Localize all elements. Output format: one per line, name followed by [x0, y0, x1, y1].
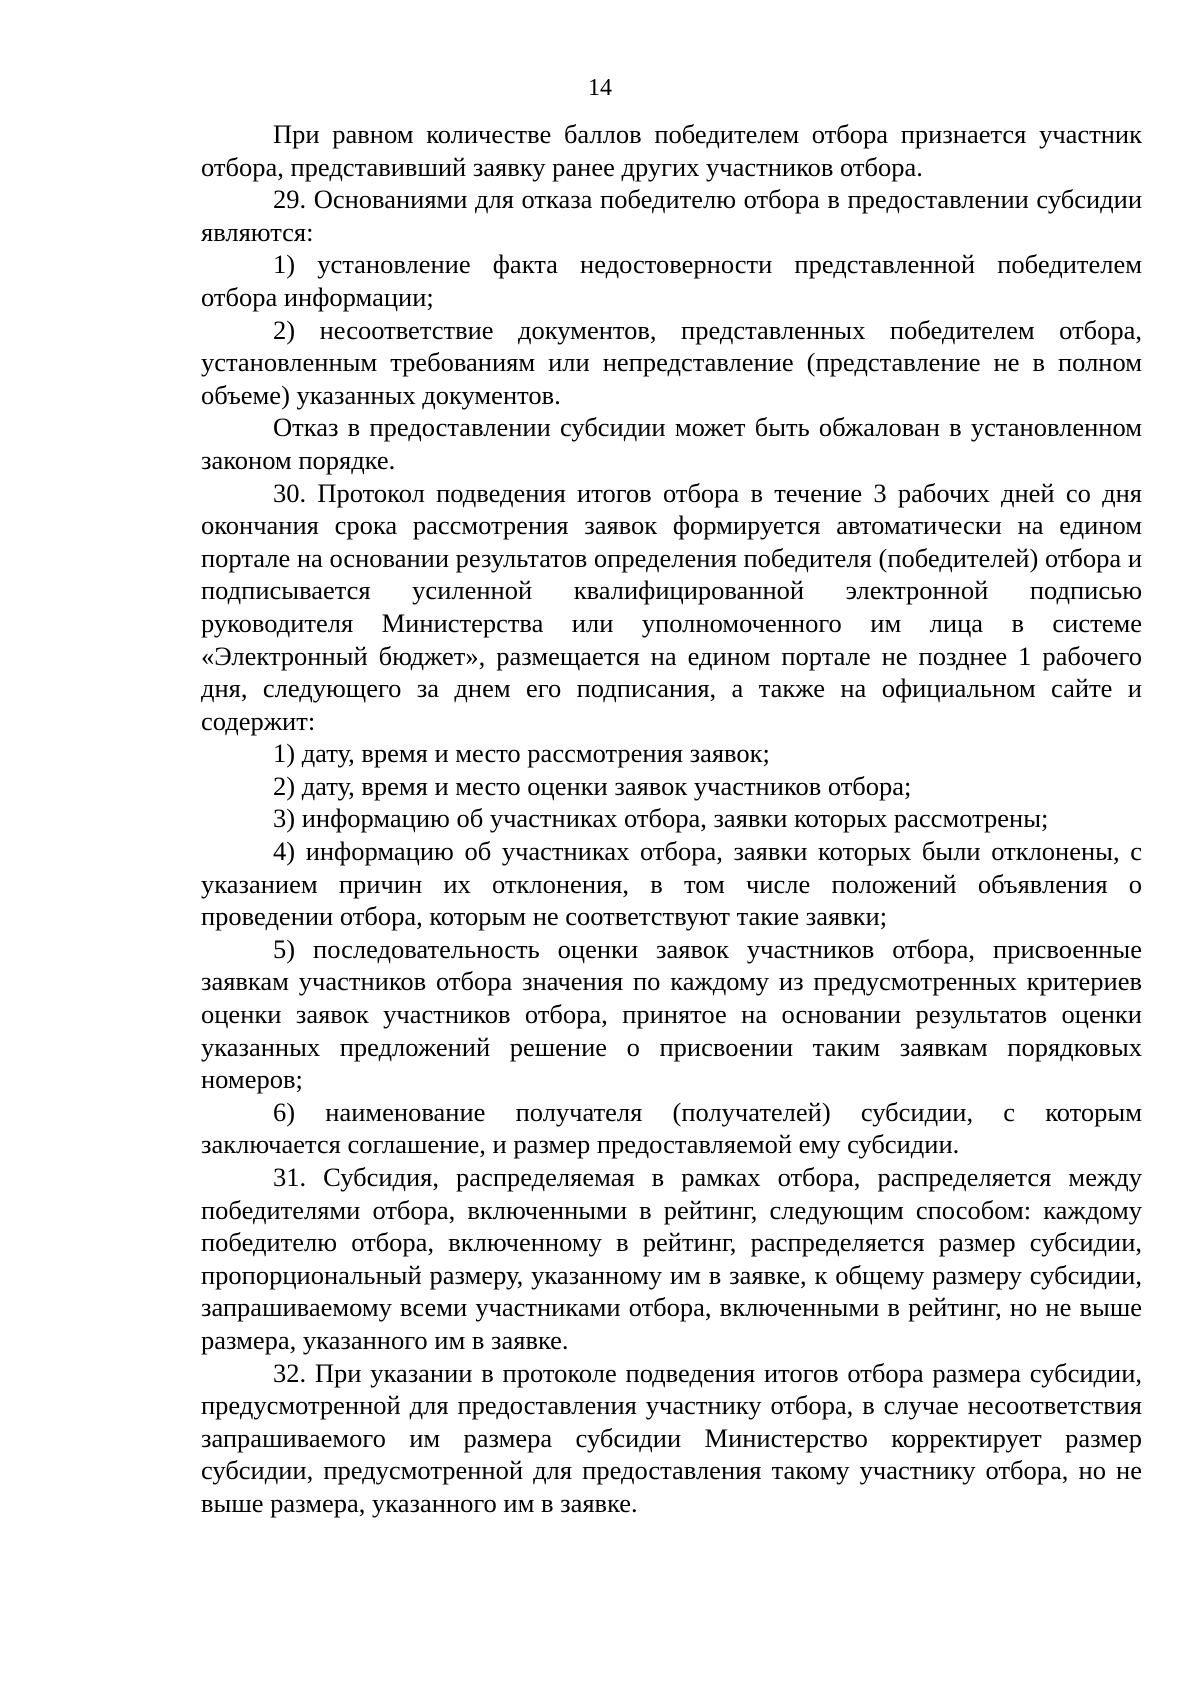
- paragraph-30-item-3: 3) информацию об участниках отбора, заявки которых рассмотрены;: [273, 803, 1049, 834]
- paragraph-30-item-5: 5) последовательность оценки заявок участников отбора, присвоенные заявкам участников отбора значения по каждому из предусмотренных критериев оценки заявок участников отбора, принятое на основании результатов оценки указанных предложений решение о присвоении таким заявкам порядковых номеров;: [201, 933, 1142, 1095]
- paragraph-32: 32. При указании в протоколе подведения итогов отбора размера субсидии, предусмотренной для предоставления участнику отбора, в случае несоответствия запрашиваемого им размера субсидии Министерство корректирует размер субсидии, предусмотренной для предоставления такому участнику отбора, но не выше размера, указанного им в заявке.: [201, 1357, 1142, 1518]
- page-number: 14: [588, 75, 612, 101]
- paragraph-29-item-1: 1) установление факта недостоверности представленной победителем отбора информации;: [201, 249, 1142, 312]
- paragraph-30-item-1: 1) дату, время и место рассмотрения заявок;: [273, 738, 770, 769]
- paragraph-29: 29. Основаниями для отказа победителю отбора в предоставлении субсидии являются:: [201, 184, 1142, 247]
- paragraph-appeal: Отказ в предоставлении субсидии может быть обжалован в установленном законом порядке.: [201, 412, 1142, 475]
- document-body: [201, 118, 1142, 1520]
- paragraph-30-item-6: 6) наименование получателя (получателей) субсидии, с которым заключается соглашение, и размер предоставляемой ему субсидии.: [201, 1096, 1142, 1160]
- paragraph-29-item-2: 2) несоответствие документов, представленных победителем отбора, установленным требованиям или непредставление (представление не в полном объеме) указанных документов.: [201, 314, 1142, 410]
- paragraph-30: 30. Протокол подведения итогов отбора в течение 3 рабочих дней со дня окончания срока рассмотрения заявок формируется автоматически на едином портале на основании результатов определения победителя (победителей) отбора и подписывается усиленной квалифицированной электронной подписью руководителя Министерства или уполномоченного им лица в системе «Электронный бюджет», размещается на едином портале не позднее 1 рабочего дня, следующего за днем его подписания, а также на официальном сайте и содержит:: [201, 477, 1142, 736]
- paragraph-30-item-2: 2) дату, время и место оценки заявок участников отбора;: [273, 770, 912, 801]
- paragraph-tie-rule: При равном количестве баллов победителем отбора признается участник отбора, представивший заявку ранее других участников отбора.: [201, 119, 1142, 182]
- paragraph-30-item-4: 4) информацию об участниках отбора, заявки которых были отклонены, с указанием причин их отклонения, в том числе положений объявления о проведении отбора, которым не соответствуют такие заявки;: [201, 836, 1142, 932]
- paragraph-31: 31. Субсидия, распределяемая в рамках отбора, распределяется между победителями отбора, включенными в рейтинг, следующим способом: каждому победителю отбора, включенному в рейтинг, распределяется размер субсидии, пропорциональный размеру, указанному им в заявке, к общему размеру субсидии, запрашиваемому всеми участниками отбора, включенными в рейтинг, но не выше размера, указанного им в заявке.: [201, 1162, 1142, 1355]
